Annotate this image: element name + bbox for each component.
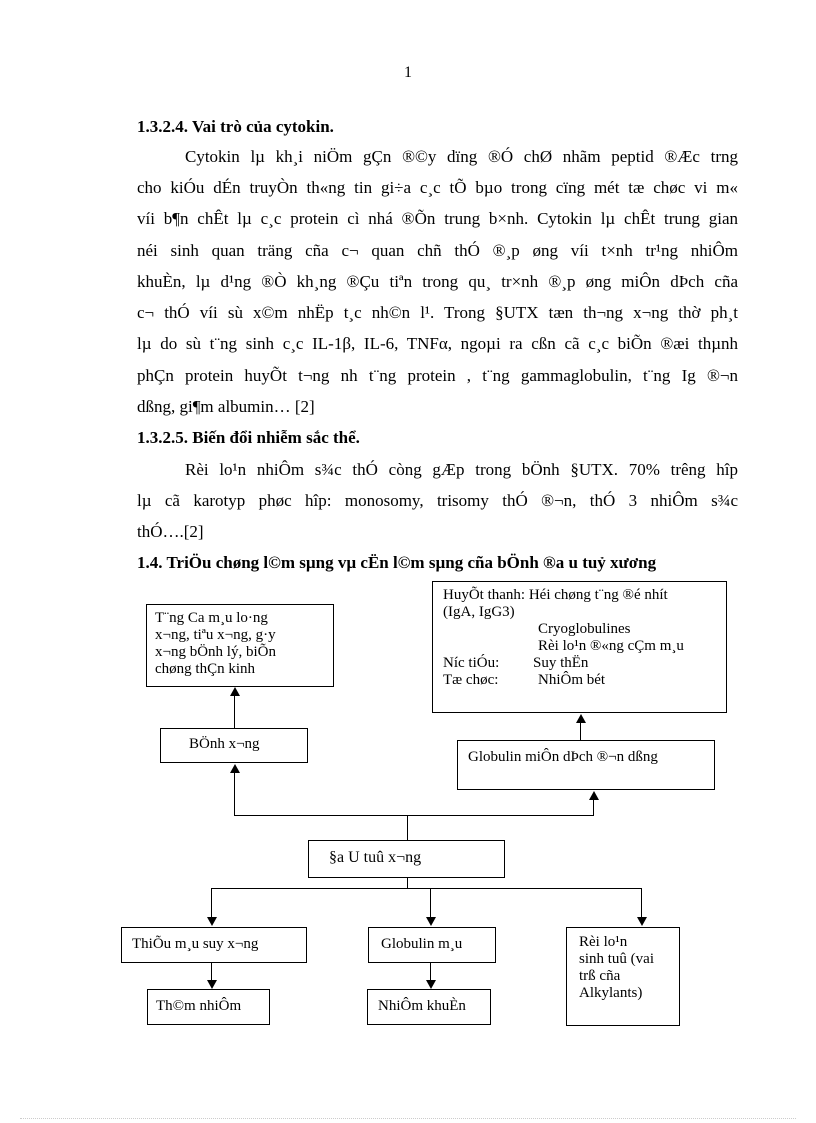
paragraph-line: cho kiÓu dÉn truyÒn th«ng tin gi÷a c¸c tÕ bµo trong cïng mét tæ chøc vi m« xyxy=(137,178,738,197)
connector-line xyxy=(234,695,235,728)
connector-line xyxy=(211,963,212,981)
paragraph-line: Rèi lo¹n nhiÔm s¾c thÓ còng gÆp trong bÖnh §UTX. 70% trêng hîp xyxy=(185,460,738,479)
box-bone-disease xyxy=(160,728,308,763)
box-text-line: Cryoglobulines xyxy=(538,621,631,637)
box-multiple-myeloma xyxy=(308,840,505,878)
row-label: Tæ chøc: xyxy=(443,672,499,688)
box-serum-urine-tissue xyxy=(432,581,727,713)
box-label: §a U tuû x¬ng xyxy=(329,849,422,866)
arrowhead xyxy=(230,764,240,773)
box-text-line: Rèi lo¹n ®«ng cÇm m¸u xyxy=(538,638,684,654)
row-value: NhiÔm bét xyxy=(538,672,606,688)
arrowhead xyxy=(230,687,240,696)
paragraph-line: néi sinh quan träng cña c¬ quan chñ thÓ ®¸p øng víi t×nh tr¹ng nhiÔm xyxy=(137,241,738,260)
section-heading-symptoms: 1.4. TriÖu chøng l©m sµng vµ cËn l©m sµng cña bÖnh ®a u tuỷ xương xyxy=(137,553,657,572)
box-text-line: Rèi lo¹n xyxy=(579,934,628,950)
box-label: NhiÔm khuÈn xyxy=(378,998,466,1014)
connector-line xyxy=(407,878,408,888)
box-label: Th©m nhiÔm xyxy=(156,998,242,1014)
connector-line xyxy=(430,963,431,981)
paragraph-line: c¬ thÓ víi sù x©m nhËp t¸c nh©n l¹. Trong §UTX tæn th¬ng x¬ng thờ ph¸t xyxy=(137,303,738,322)
box-amyloid-infiltration xyxy=(147,989,270,1025)
connector-line xyxy=(430,888,431,918)
box-text-line: chøng thÇn kinh xyxy=(155,661,255,677)
section-heading-chromosome: 1.3.2.5. Biến đổi nhiễm sắc thể. xyxy=(137,428,360,447)
connector-line xyxy=(641,888,642,918)
box-monoclonal-globulin xyxy=(457,740,715,790)
paragraph-line: dßng, gi¶m albumin… [2] xyxy=(137,397,315,416)
box-anemia xyxy=(121,927,307,963)
box-marrow-disorder xyxy=(566,927,680,1026)
connector-line xyxy=(234,815,594,816)
box-text-line: Alkylants) xyxy=(579,985,643,1001)
box-infection xyxy=(367,989,491,1025)
paragraph-line: khuÈn, lµ d¹ng ®Ò kh¸ng ®Çu tiªn trong qu¸ tr×nh ®¸p øng miÔn dÞch cña xyxy=(137,272,738,291)
row-label: Níc tiÓu: xyxy=(443,655,500,671)
page-number: 1 xyxy=(404,64,412,81)
box-row-tissue xyxy=(443,672,716,689)
row-value: Suy thËn xyxy=(533,655,589,671)
arrowhead xyxy=(576,714,586,723)
paragraph-line: víi b¶n chÊt lµ c¸c protein cì nhá ®Õn trung b×nh. Cytokin lµ chÊt trung gian xyxy=(137,209,738,228)
box-text-line: x¬ng bÖnh lý, biÕn xyxy=(155,644,276,660)
connector-line xyxy=(593,799,594,815)
paragraph-line: phÇn protein huyÕt t¬ng nh t¨ng protein , t¨ng gammaglobulin, t¨ng Ig ®¬n xyxy=(137,366,738,385)
connector-line xyxy=(407,815,408,840)
section-heading-cytokin: 1.3.2.4. Vai trò của cytokin. xyxy=(137,117,334,136)
arrowhead xyxy=(589,791,599,800)
arrowhead xyxy=(426,917,436,926)
arrowhead xyxy=(637,917,647,926)
box-calcium-bone-symptoms xyxy=(146,604,334,687)
connector-line xyxy=(580,722,581,740)
box-blood-globulin xyxy=(368,927,496,963)
paragraph-line: Cytokin lµ kh¸i niÖm gÇn ®©y dïng ®Ó chØ nhãm peptid ®Æc trng xyxy=(185,147,738,166)
box-text-line: HuyÕt thanh: Héi chøng t¨ng ®é nhít xyxy=(443,587,668,603)
box-text-line: T¨ng Ca m¸u lo·ng xyxy=(155,610,268,626)
box-row-urine xyxy=(443,655,716,672)
paragraph-line: lµ do sù t¨ng sinh c¸c IL-1β, IL-6, TNFα, ngoµi ra cßn cã c¸c biÕn ®æi thµnh xyxy=(137,334,738,353)
box-label: Globulin miÔn dÞch ®¬n dßng xyxy=(468,749,658,765)
box-label: BÖnh x¬ng xyxy=(189,736,260,752)
box-text-line: x¬ng, tiªu x¬ng, g·y xyxy=(155,627,276,643)
connector-line xyxy=(234,772,235,815)
page-bottom-rule xyxy=(20,1118,796,1119)
connector-line xyxy=(211,888,212,918)
box-text-line: (IgA, IgG3) xyxy=(443,604,515,620)
arrowhead xyxy=(207,917,217,926)
box-label: Globulin m¸u xyxy=(381,936,463,952)
paragraph-line: lµ cã karotyp phøc hîp: monosomy, trisomy thÓ ®¬n, thÓ 3 nhiÔm s¾c xyxy=(137,491,738,510)
arrowhead xyxy=(426,980,436,989)
connector-line xyxy=(211,888,642,889)
box-text-line: sinh tuû (vai xyxy=(579,951,654,967)
box-label: ThiÕu m¸u suy x¬ng xyxy=(132,936,259,952)
box-text-line: trß cña xyxy=(579,968,621,984)
arrowhead xyxy=(207,980,217,989)
paragraph-line: thÓ….[2] xyxy=(137,522,204,541)
